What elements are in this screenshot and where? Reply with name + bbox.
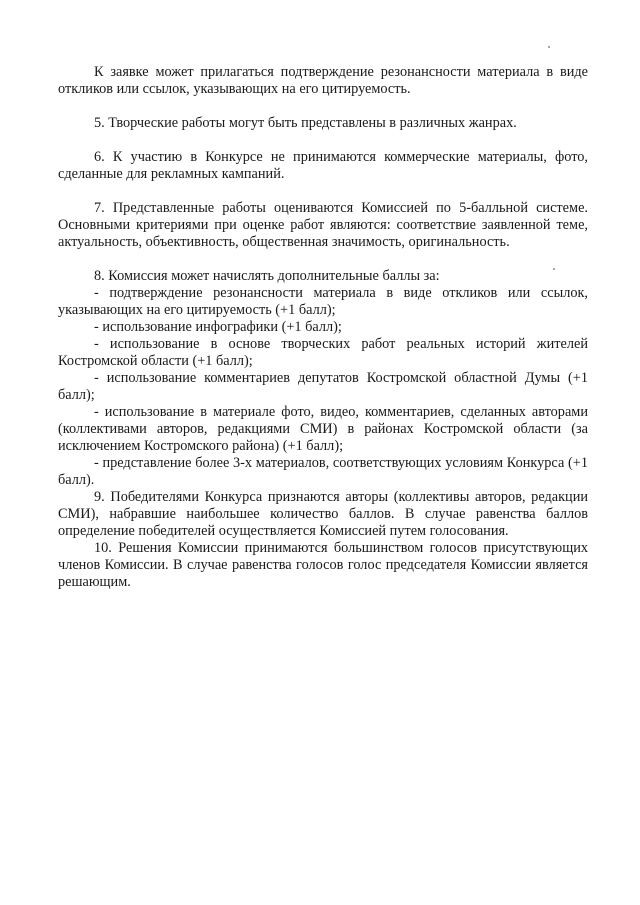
bonus-item: - использование в основе творческих работ реальных историй жителей Костромской области (+1 балл); — [58, 336, 588, 369]
document-body — [58, 64, 588, 591]
paragraph-10: 10. Решения Комиссии принимаются большинством голосов присутствующих членов Комиссии. В случае равенства голосов голос председателя Комиссии является решающим. — [58, 540, 588, 590]
bonus-item: - подтверждение резонансности материала в виде откликов или ссылок, указывающих на его цитируемость (+1 балл); — [58, 285, 588, 318]
paragraph-8-heading: 8. Комиссия может начислять дополнительные баллы за: — [94, 268, 440, 284]
bonus-item: - использование комментариев депутатов Костромской областной Думы (+1 балл); — [58, 370, 588, 403]
paragraph-intro: К заявке может прилагаться подтверждение резонансности материала в виде откликов или ссылок, указывающих на его цитируемость. — [58, 64, 588, 97]
paragraph-7: 7. Представленные работы оцениваются Комиссией по 5-балльной системе. Основными критериями при оценке работ являются: соответствие заявленной теме, актуальность, объективность, общественная значимость, оригинальность. — [58, 200, 588, 250]
paragraph-5: 5. Творческие работы могут быть представлены в различных жанрах. — [94, 115, 517, 131]
paragraph-6: 6. К участию в Конкурсе не принимаются коммерческие материалы, фото, сделанные для рекламных кампаний. — [58, 149, 588, 182]
bonus-item: - использование инфографики (+1 балл); — [94, 319, 342, 335]
scan-speck — [548, 46, 550, 48]
paragraph-9: 9. Победителями Конкурса признаются авторы (коллективы авторов, редакции СМИ), набравшие наибольшее количество баллов. В случае равенства баллов определение победителей осуществляется Комиссией путем голосования. — [58, 489, 588, 539]
bonus-item: - использование в материале фото, видео, комментариев, сделанных авторами (коллективами авторов, редакциями СМИ) в районах Костромской области (за исключением Костромского района) (+1 балл); — [58, 404, 588, 454]
bonus-item: - представление более 3-х материалов, соответствующих условиям Конкурса (+1 балл). — [58, 455, 588, 488]
